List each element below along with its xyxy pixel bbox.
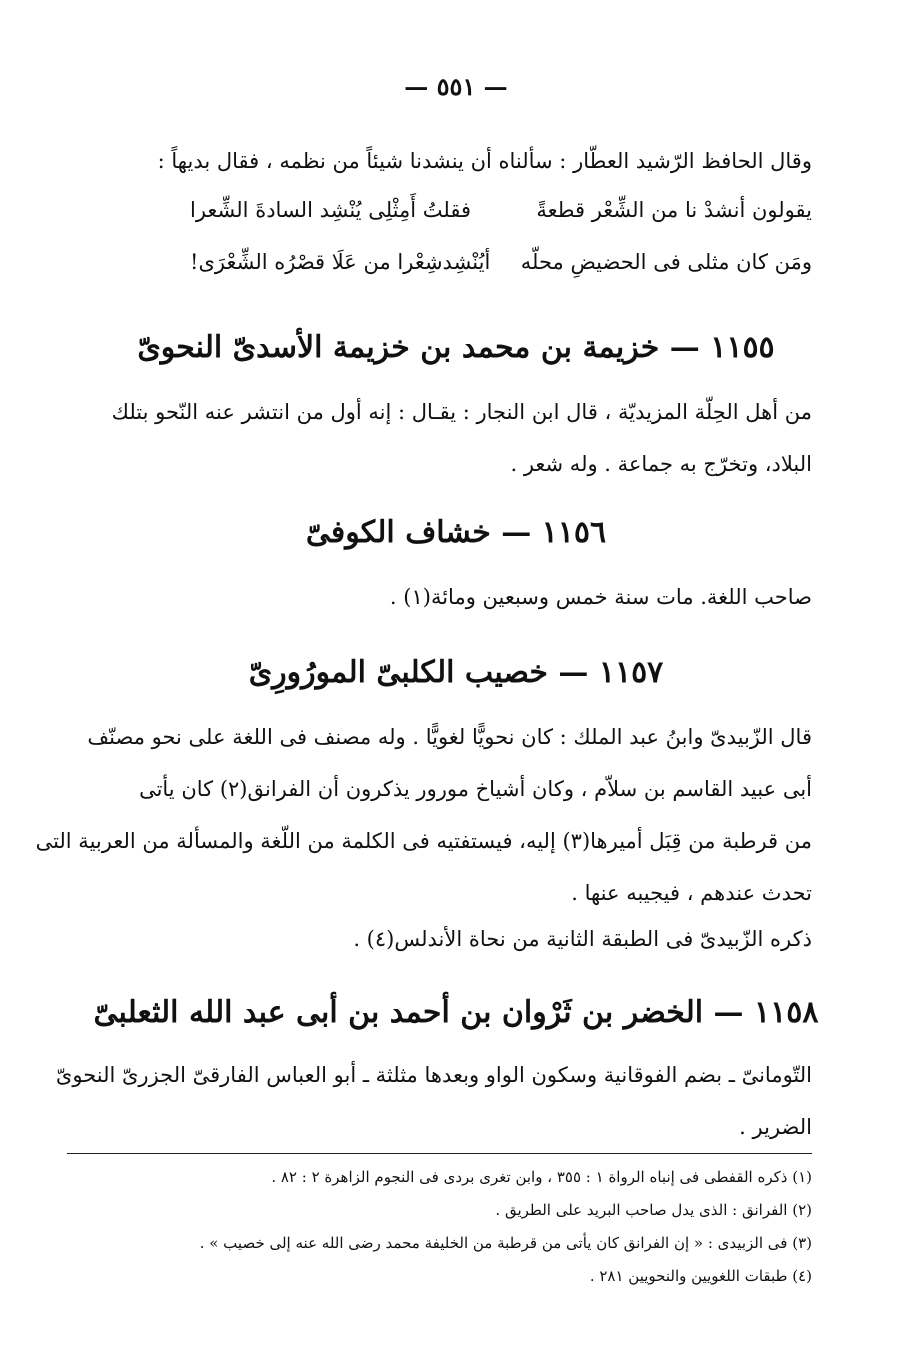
- poem-verse: [190, 198, 812, 232]
- entry-heading-1155: ١١٥٥ — خزيمة بن محمد بن خزيمة الأسدىّ النحوىّ: [137, 330, 775, 365]
- entry-1157-line-5: ذكره الزّبيدىّ فى الطبقة الثانية من نحاة الأندلس(٤) .: [353, 927, 812, 951]
- entry-1157-line-3: من قرطبة من قِبَل أميرها(٣) إليه، فيستفتيه فى الكلمة من اللّغة والمسألة من العربية التى: [35, 829, 812, 853]
- entry-1158-line-1: التّومانىّ ـ بضم الفوقانية وسكون الواو وبعدها مثلثة ـ أبو العباس الفارقىّ الجزرىّ النحوىّ: [55, 1063, 812, 1087]
- poem-verse: [190, 250, 812, 284]
- entry-1155-line-2: البلاد، وتخرّج به جماعة . وله شعر .: [510, 452, 812, 476]
- footnote-1: (١) ذكره القفطى فى إنباه الرواة ١ : ٣٥٥ ، وابن تغرى بردى فى النجوم الزاهرة ٢ : ٨٢ .: [271, 1168, 812, 1186]
- entry-1158-line-2: الضرير .: [739, 1115, 812, 1139]
- entry-1156-line-1: صاحب اللغة. مات سنة خمس وسبعين ومائة(١) .: [389, 585, 812, 609]
- entry-1157-line-2: أبى عبيد القاسم بن سلاّم ، وكان أشياخ مورور يذكرون أن الفرانق(٢) كان يأتى: [139, 777, 812, 801]
- footnote-2: (٢) الفرانق : الذى يدل صاحب البريد على الطريق .: [495, 1201, 812, 1219]
- entry-heading-1156: ١١٥٦ — خشاف الكوفىّ: [305, 515, 607, 550]
- entry-1157-line-1: قال الزّبيدىّ وابنُ عبد الملك : كان نحويًّا لغويًّا . وله مصنف فى اللغة على نحو مصنّف: [87, 725, 812, 749]
- verse-first-hemistich: يقولون أنشدْ نا من الشِّعْر قطعةً: [536, 198, 812, 222]
- entry-heading-1158: ١١٥٨ — الخضر بن ثَرْوان بن أحمد بن أبى عبد الله الثعلبىّ: [93, 995, 819, 1030]
- footnote-3: (٣) فى الزبيدى : « إن الفرانق كان يأتى من قرطبة من الخليفة محمد رضى الله عنه إلى خصيب » .: [199, 1234, 812, 1252]
- entry-1157-line-4: تحدث عندهم ، فيجيبه عنها .: [571, 881, 812, 905]
- footnote-4: (٤) طبقات اللغويين والنحويين ٢٨١ .: [589, 1267, 812, 1285]
- verse-second-hemistich: أيُنْشِدشِعْرا من عَلَا قصْرُه الشِّعْرَى!: [190, 250, 491, 274]
- page-number: — ٥٥١ —: [404, 72, 508, 101]
- footnote-divider: [67, 1153, 812, 1154]
- entry-1155-line-1: من أهل الحِلّة المزيديّة ، قال ابن النجار : يقـال : إنه أول من انتشر عنه النّحو بتلك: [111, 400, 812, 424]
- verse-first-hemistich: ومَن كان مثلى فى الحضيضِ محلّه: [520, 250, 812, 274]
- intro-paragraph: وقال الحافظ الرّشيد العطّار : سألناه أن ينشدنا شيئاً من نظمه ، فقال بديهاً :: [157, 149, 812, 173]
- entry-heading-1157: ١١٥٧ — خصيب الكلبىّ المورُورِىّ: [248, 655, 664, 690]
- verse-second-hemistich: فقلتُ أَمِثْلِى يُنْشِد السادةَ الشِّعرا: [190, 198, 471, 222]
